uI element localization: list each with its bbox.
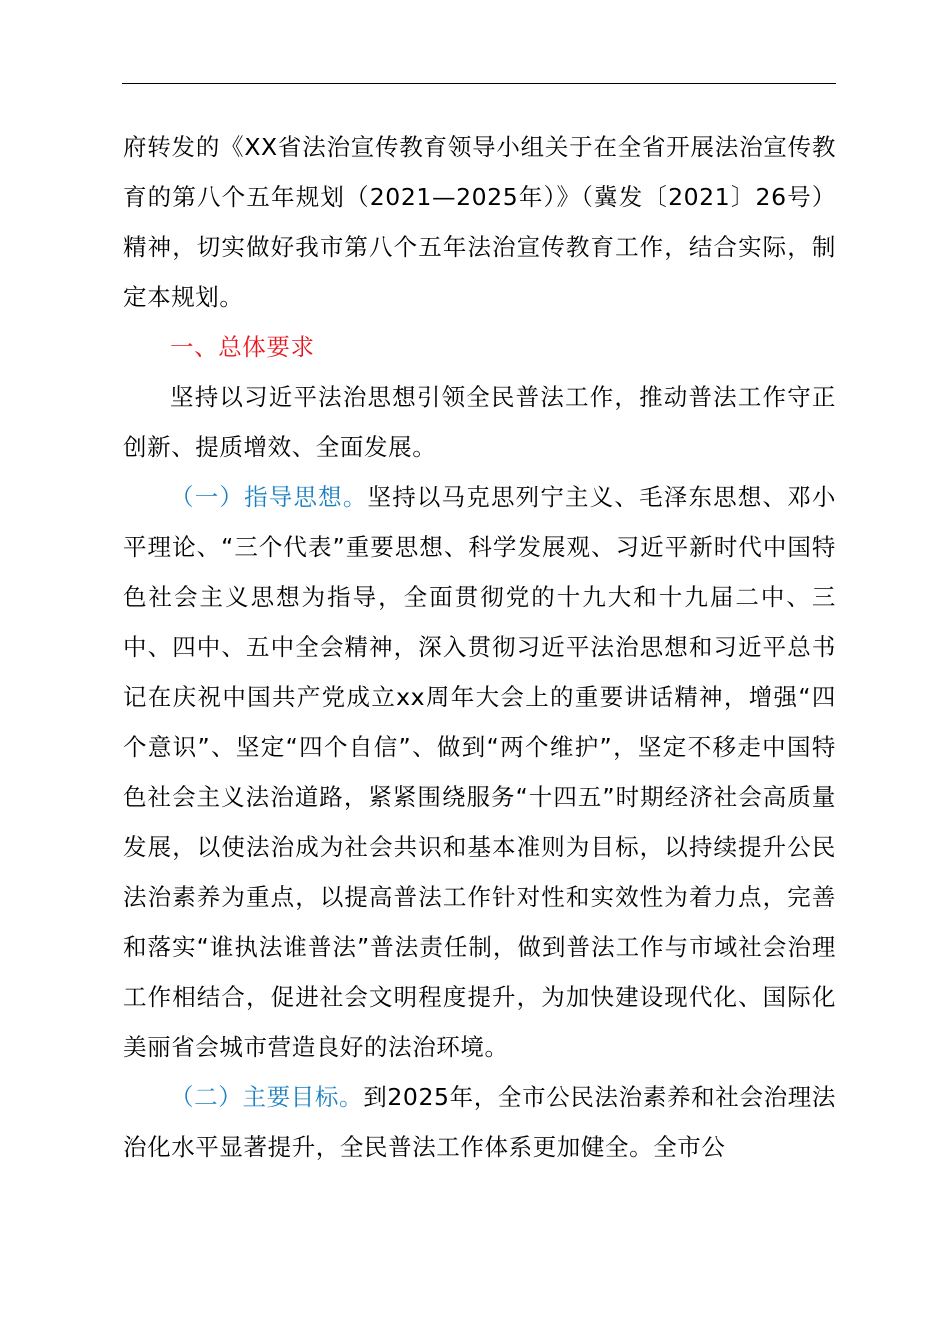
guiding-ideology-paragraph xyxy=(123,472,836,1072)
section-heading-overall-requirements xyxy=(123,322,836,372)
document-body xyxy=(123,122,836,1172)
subsection-heading-guiding-ideology: （一）指导思想。 xyxy=(170,483,368,511)
main-goals-paragraph xyxy=(123,1072,836,1172)
header-rule xyxy=(122,83,836,84)
intro-paragraph: 府转发的《XX省法治宣传教育领导小组关于在全省开展法治宣传教育的第八个五年规划（2021—2025年）》（冀发〔2021〕26号）精神，切实做好我市第八个五年法治宣传教育工作，结合实际，制定本规划。 xyxy=(123,133,836,311)
main-goals-text: 到2025年，全市公民法治素养和社会治理法治化水平显著提升，全民普法工作体系更加健全。全市公 xyxy=(123,1083,836,1161)
section-1-paragraph: 坚持以习近平法治思想引领全民普法工作，推动普法工作守正创新、提质增效、全面发展。 xyxy=(123,383,836,461)
section-heading-text: 一、总体要求 xyxy=(170,333,315,361)
guiding-ideology-text: 坚持以马克思列宁主义、毛泽东思想、邓小平理论、“三个代表”重要思想、科学发展观、习近平新时代中国特色社会主义思想为指导，全面贯彻党的十九大和十九届二中、三中、四中、五中全会精神，深入贯彻习近平法治思想和习近平总书记在庆祝中国共产党成立xx周年大会上的重要讲话精神，增强“四个意识”、坚定“四个自信”、做到“两个维护”，坚定不移走中国特色社会主义法治道路，紧紧围绕服务“十四五”时期经济社会高质量发展，以使法治成为社会共识和基本准则为目标，以持续提升公民法治素养为重点，以提高普法工作针对性和实效性为着力点，完善和落实“谁执法谁普法”普法责任制，做到普法工作与市域社会治理工作相结合，促进社会文明程度提升，为加快建设现代化、国际化美丽省会城市营造良好的法治环境。 xyxy=(123,483,836,1061)
subsection-heading-main-goals: （二）主要目标。 xyxy=(170,1083,364,1111)
